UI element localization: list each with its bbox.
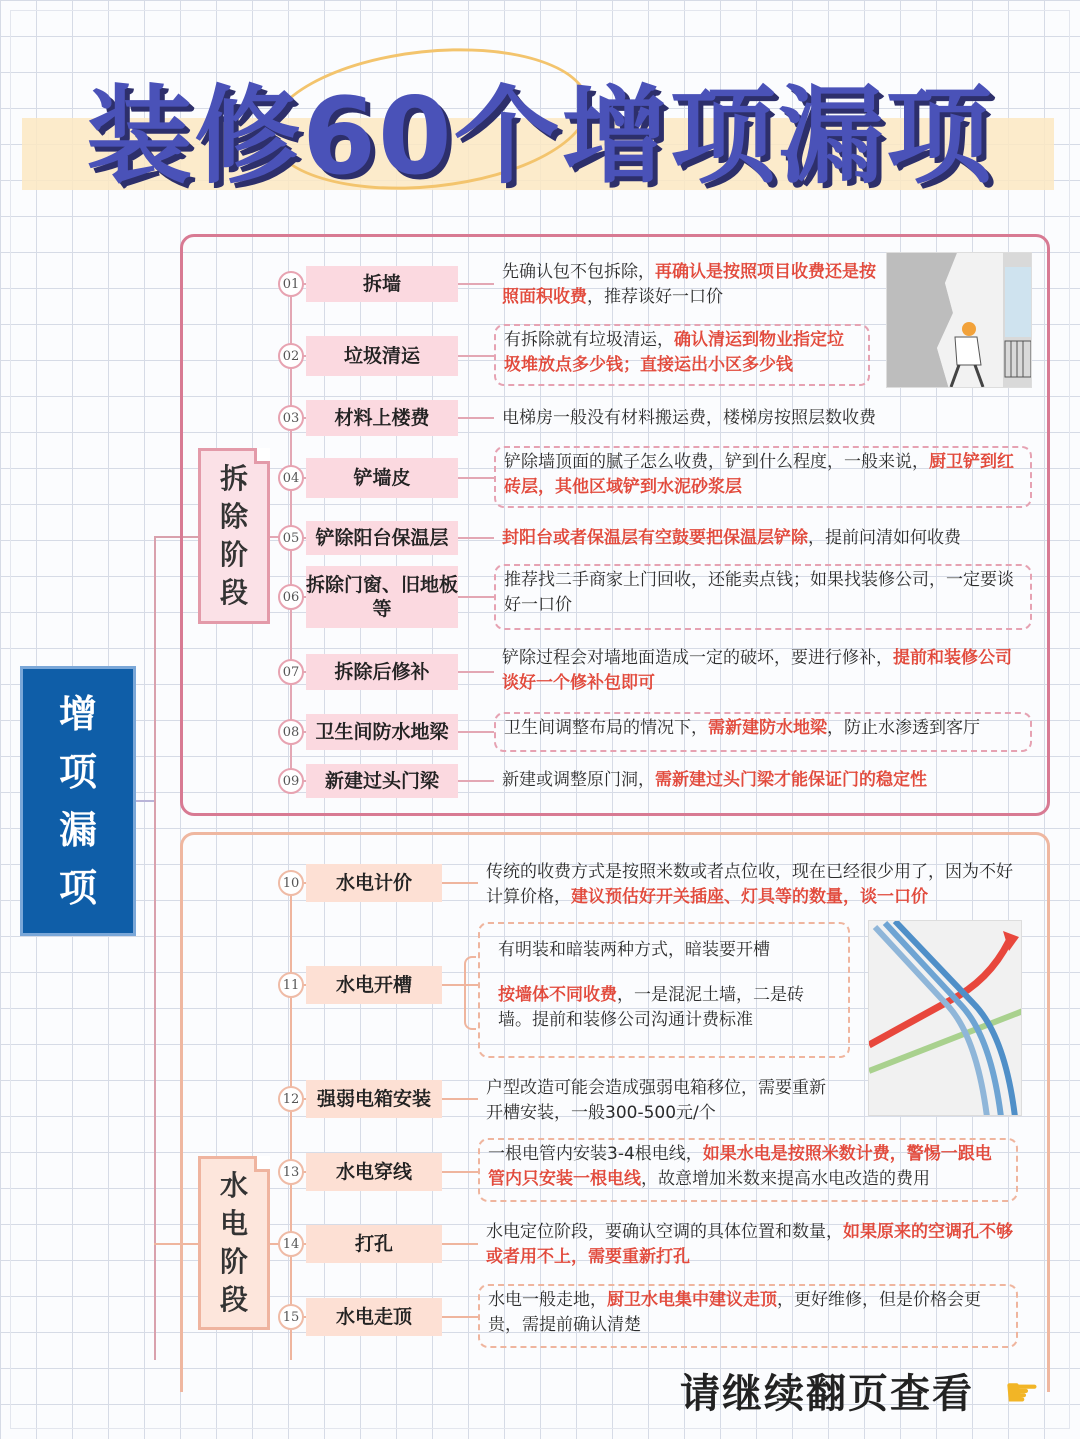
connector (442, 1098, 478, 1100)
stage-char: 段 (219, 1283, 248, 1316)
highlight-text: 再确认是按照项目收费还是按照面积收费 (502, 262, 876, 307)
item-label: 打孔 (306, 1225, 442, 1263)
highlight-text: 厨卫水电集中建议走顶 (607, 1290, 777, 1310)
item-number: 14 (278, 1231, 304, 1257)
desc-text: 铲除过程会对墙地面造成一定的破坏，要进行修补， (502, 648, 893, 668)
item-label: 水电开槽 (306, 966, 442, 1004)
continue-reading-text: 请继续翻页查看 (680, 1371, 974, 1417)
desc-text: 水电一般走地， (488, 1290, 607, 1310)
connector (442, 1243, 478, 1245)
connector (458, 477, 494, 479)
item-label: 拆除门窗、旧地板等 (306, 566, 458, 628)
connector (136, 800, 154, 802)
desc-text: 有拆除就有垃圾清运， (504, 330, 674, 350)
page-fold-decoration (254, 448, 270, 464)
item-description (494, 766, 994, 795)
item-number: 15 (278, 1304, 304, 1330)
stage-char: 水 (219, 1169, 248, 1202)
desc-text: ，提前问清如何收费 (808, 528, 961, 548)
connector (458, 780, 494, 782)
item-description (498, 938, 830, 963)
pointing-hand-icon: ☛ (1004, 1370, 1040, 1416)
highlight-text: 建议预估好开关插座、灯具等的数量，谈一口价 (571, 887, 928, 907)
connector (458, 671, 494, 673)
item-label: 垃圾清运 (306, 336, 458, 376)
item-description (494, 644, 1024, 700)
item-number: 06 (278, 584, 304, 610)
item-number: 11 (278, 972, 304, 998)
connector (458, 417, 494, 419)
highlight-text: 如果水电是按照米数计费，警惕一跟电管内只安装一根电线 (488, 1144, 992, 1189)
connector (154, 536, 156, 1360)
item-number: 13 (278, 1159, 304, 1185)
item-description (478, 858, 1034, 914)
desc-text: ，推荐谈好一口价 (587, 287, 723, 307)
highlight-text: 封阳台或者保温层有空鼓要把保温层铲除 (502, 528, 808, 548)
connector (458, 355, 494, 357)
desc-text: ，故意增加米数来提高水电改造的费用 (641, 1169, 930, 1189)
stage-char: 拆 (219, 462, 248, 495)
item-description (494, 524, 1014, 553)
item-description (494, 404, 1014, 433)
connector (458, 731, 494, 733)
desc-text: 铲除墙顶面的腻子怎么收费，铲到什么程度，一般来说， (504, 452, 929, 472)
desc-text: 电梯房一般没有材料搬运费，楼梯房按照层数收费 (502, 408, 876, 428)
item-label: 铲墙皮 (306, 458, 458, 498)
item-number: 10 (278, 870, 304, 896)
desc-text: 一根电管内安装3-4根电线， (488, 1144, 703, 1164)
item-label: 强弱电箱安装 (306, 1080, 442, 1118)
highlight-text: 提前和装修公司谈好一个修补包即可 (502, 648, 1012, 693)
stage-plumbing (198, 1156, 270, 1330)
item-description-group (478, 922, 850, 1058)
highlight-text: 按墙体不同收费 (498, 985, 617, 1005)
item-description (478, 1284, 1018, 1348)
item-description (478, 1138, 1018, 1202)
desc-text: ，防止水渗透到客厅 (827, 718, 980, 738)
root-node (20, 666, 136, 936)
connector (442, 1316, 478, 1318)
item-label: 材料上楼费 (306, 400, 458, 436)
desc-text: ，一是混泥土墙，二是砖墙。提前和装修公司沟通计费标准 (498, 985, 804, 1030)
wall-demolition-image (887, 253, 1032, 388)
desc-text: 卫生间调整布局的情况下， (504, 718, 708, 738)
item-description (498, 983, 830, 1033)
item-label: 水电走顶 (306, 1298, 442, 1336)
plumbing-illustration (868, 920, 1022, 1116)
item-label: 新建过头门梁 (306, 764, 458, 798)
desc-text: 户型改造可能会造成强弱电箱移位，需要重新开槽安装，一般300-500元/个 (486, 1078, 826, 1123)
connector (442, 882, 478, 884)
item-description (494, 564, 1032, 630)
desc-text: 先确认包不包拆除， (502, 262, 655, 282)
item-number: 08 (278, 719, 304, 745)
item-description (494, 712, 1032, 752)
item-label: 拆墙 (306, 266, 458, 302)
highlight-text: 如果原来的空调孔不够或者用不上，需要重新打孔 (486, 1222, 1013, 1267)
highlight-text: 厨卫铲到红砖层，其他区域铲到水泥砂浆层 (504, 452, 1014, 497)
desc-text: 有明装和暗装两种方式，暗装要开槽 (498, 940, 770, 960)
connector (458, 537, 494, 539)
item-label: 水电计价 (306, 864, 442, 902)
desc-text: 推荐找二手商家上门回收，还能卖点钱；如果找装修公司，一定要谈好一口价 (504, 570, 1014, 615)
item-description (494, 324, 870, 386)
item-description (494, 258, 884, 312)
bracket-connector (464, 956, 476, 1030)
item-label: 卫生间防水地梁 (306, 714, 458, 750)
page-title: 装修60个增项漏项 (86, 75, 994, 198)
item-description (478, 1218, 1026, 1274)
item-label: 铲除阳台保温层 (306, 521, 458, 555)
stage-demolition (198, 448, 270, 624)
connector (442, 1171, 478, 1173)
root-char: 项 (58, 750, 97, 794)
desc-text: 新建或调整原门洞， (502, 770, 655, 790)
page-fold-decoration (254, 1156, 270, 1172)
item-number: 03 (278, 405, 304, 431)
stage-char: 电 (219, 1207, 248, 1240)
stage-char: 阶 (219, 538, 248, 571)
stage-char: 除 (219, 500, 248, 533)
highlight-text: 确认清运到物业指定垃圾堆放点多少钱；直接运出小区多少钱 (504, 330, 844, 375)
connector (458, 596, 494, 598)
item-number: 02 (278, 343, 304, 369)
desc-text: ，更好维修，但是价格会更贵，需提前确认清楚 (488, 1290, 981, 1335)
connector (458, 283, 494, 285)
item-number: 09 (278, 768, 304, 794)
stage-char: 段 (219, 576, 248, 609)
highlight-text: 需新建过头门梁才能保证门的稳定性 (655, 770, 927, 790)
item-number: 07 (278, 659, 304, 685)
highlight-text: 需新建防水地梁 (708, 718, 827, 738)
item-description (478, 1074, 848, 1130)
item-description (494, 446, 1032, 508)
root-char: 漏 (58, 808, 97, 852)
desc-text: 水电定位阶段，要确认空调的具体位置和数量， (486, 1222, 843, 1242)
connector (290, 880, 292, 1360)
pipe-routing-image (869, 921, 1022, 1116)
item-label: 拆除后修补 (306, 654, 458, 690)
item-number: 01 (278, 271, 304, 297)
root-char: 增 (58, 692, 97, 736)
root-char: 项 (58, 866, 97, 910)
demolition-illustration (886, 252, 1032, 388)
desc-text: 传统的收费方式是按照米数或者点位收，现在已经很少用了，因为不好计算价格， (486, 862, 1013, 907)
stage-char: 阶 (219, 1245, 248, 1278)
item-number: 04 (278, 465, 304, 491)
item-label: 水电穿线 (306, 1153, 442, 1191)
item-number: 12 (278, 1086, 304, 1112)
item-number: 05 (278, 525, 304, 551)
